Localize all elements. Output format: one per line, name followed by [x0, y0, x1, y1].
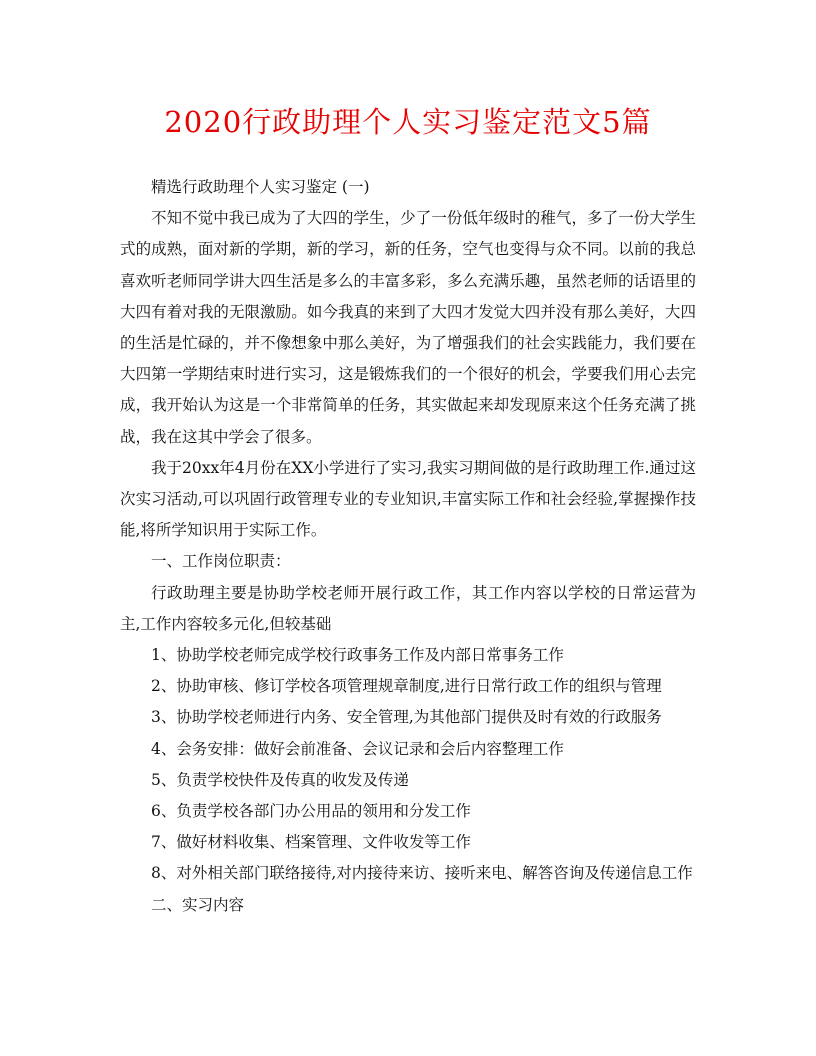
duty-item: 3、协助学校老师进行内务、安全管理,为其他部门提供及时有效的行政服务 [151, 708, 662, 727]
paragraph-internship-overview: 我于20xx年4月份在XX小学进行了实习,我实习期间做的是行政助理工作.通过这次实习活动,可以巩固行政管理专业的专业知识,丰富实际工作和社会经验,掌握操作技能,将所学知识用于实际工作。 [120, 458, 696, 540]
section-heading-content: 二、实习内容 [151, 895, 245, 914]
duty-item: 8、对外相关部门联络接待,对内接待来访、接听来电、解答咨询及传递信息工作 [151, 864, 693, 883]
document-body [120, 172, 696, 921]
subtitle: 精选行政助理个人实习鉴定 (一) [151, 178, 370, 196]
document-title: 2020行政助理个人实习鉴定范文5篇 [164, 105, 652, 139]
paragraph-intro: 不知不觉中我已成为了大四的学生，少了一份低年级时的稚气，多了一份大学生式的成熟，面对新的学期，新的学习，新的任务，空气也变得与众不同。以前的我总喜欢听老师同学讲大四生活是多么的丰富多彩，多么充满乐趣，虽然老师的话语里的大四有着对我的无限激励。如今我真的来到了大四才发觉大四并没有那么美好，大四的生活是忙碌的，并不像想象中那么美好，为了增强我们的社会实践能力，我们要在大四第一学期结束时进行实习，这是锻炼我们的一个很好的机会，学要我们用心去完成，我开始认为这是一个非常简单的任务，其实做起来却发现原来这个任务充满了挑战，我在这其中学会了很多。 [120, 209, 696, 446]
paragraph-duties-summary: 行政助理主要是协助学校老师开展行政工作，其工作内容以学校的日常运营为主,工作内容较多元化,但较基础 [120, 583, 696, 633]
duty-item: 4、会务安排：做好会前准备、会议记录和会后内容整理工作 [151, 739, 564, 758]
section-heading-duties: 一、工作岗位职责： [151, 552, 291, 571]
duty-item: 7、做好材料收集、档案管理、文件收发等工作 [151, 833, 471, 852]
duty-item: 6、负责学校各部门办公用品的领用和分发工作 [151, 802, 471, 821]
duty-item: 2、协助审核、修订学校各项管理规章制度,进行日常行政工作的组织与管理 [151, 677, 662, 696]
duty-item: 5、负责学校快件及传真的收发及传递 [151, 770, 409, 789]
duty-item: 1、协助学校老师完成学校行政事务工作及内部日常事务工作 [151, 646, 564, 665]
